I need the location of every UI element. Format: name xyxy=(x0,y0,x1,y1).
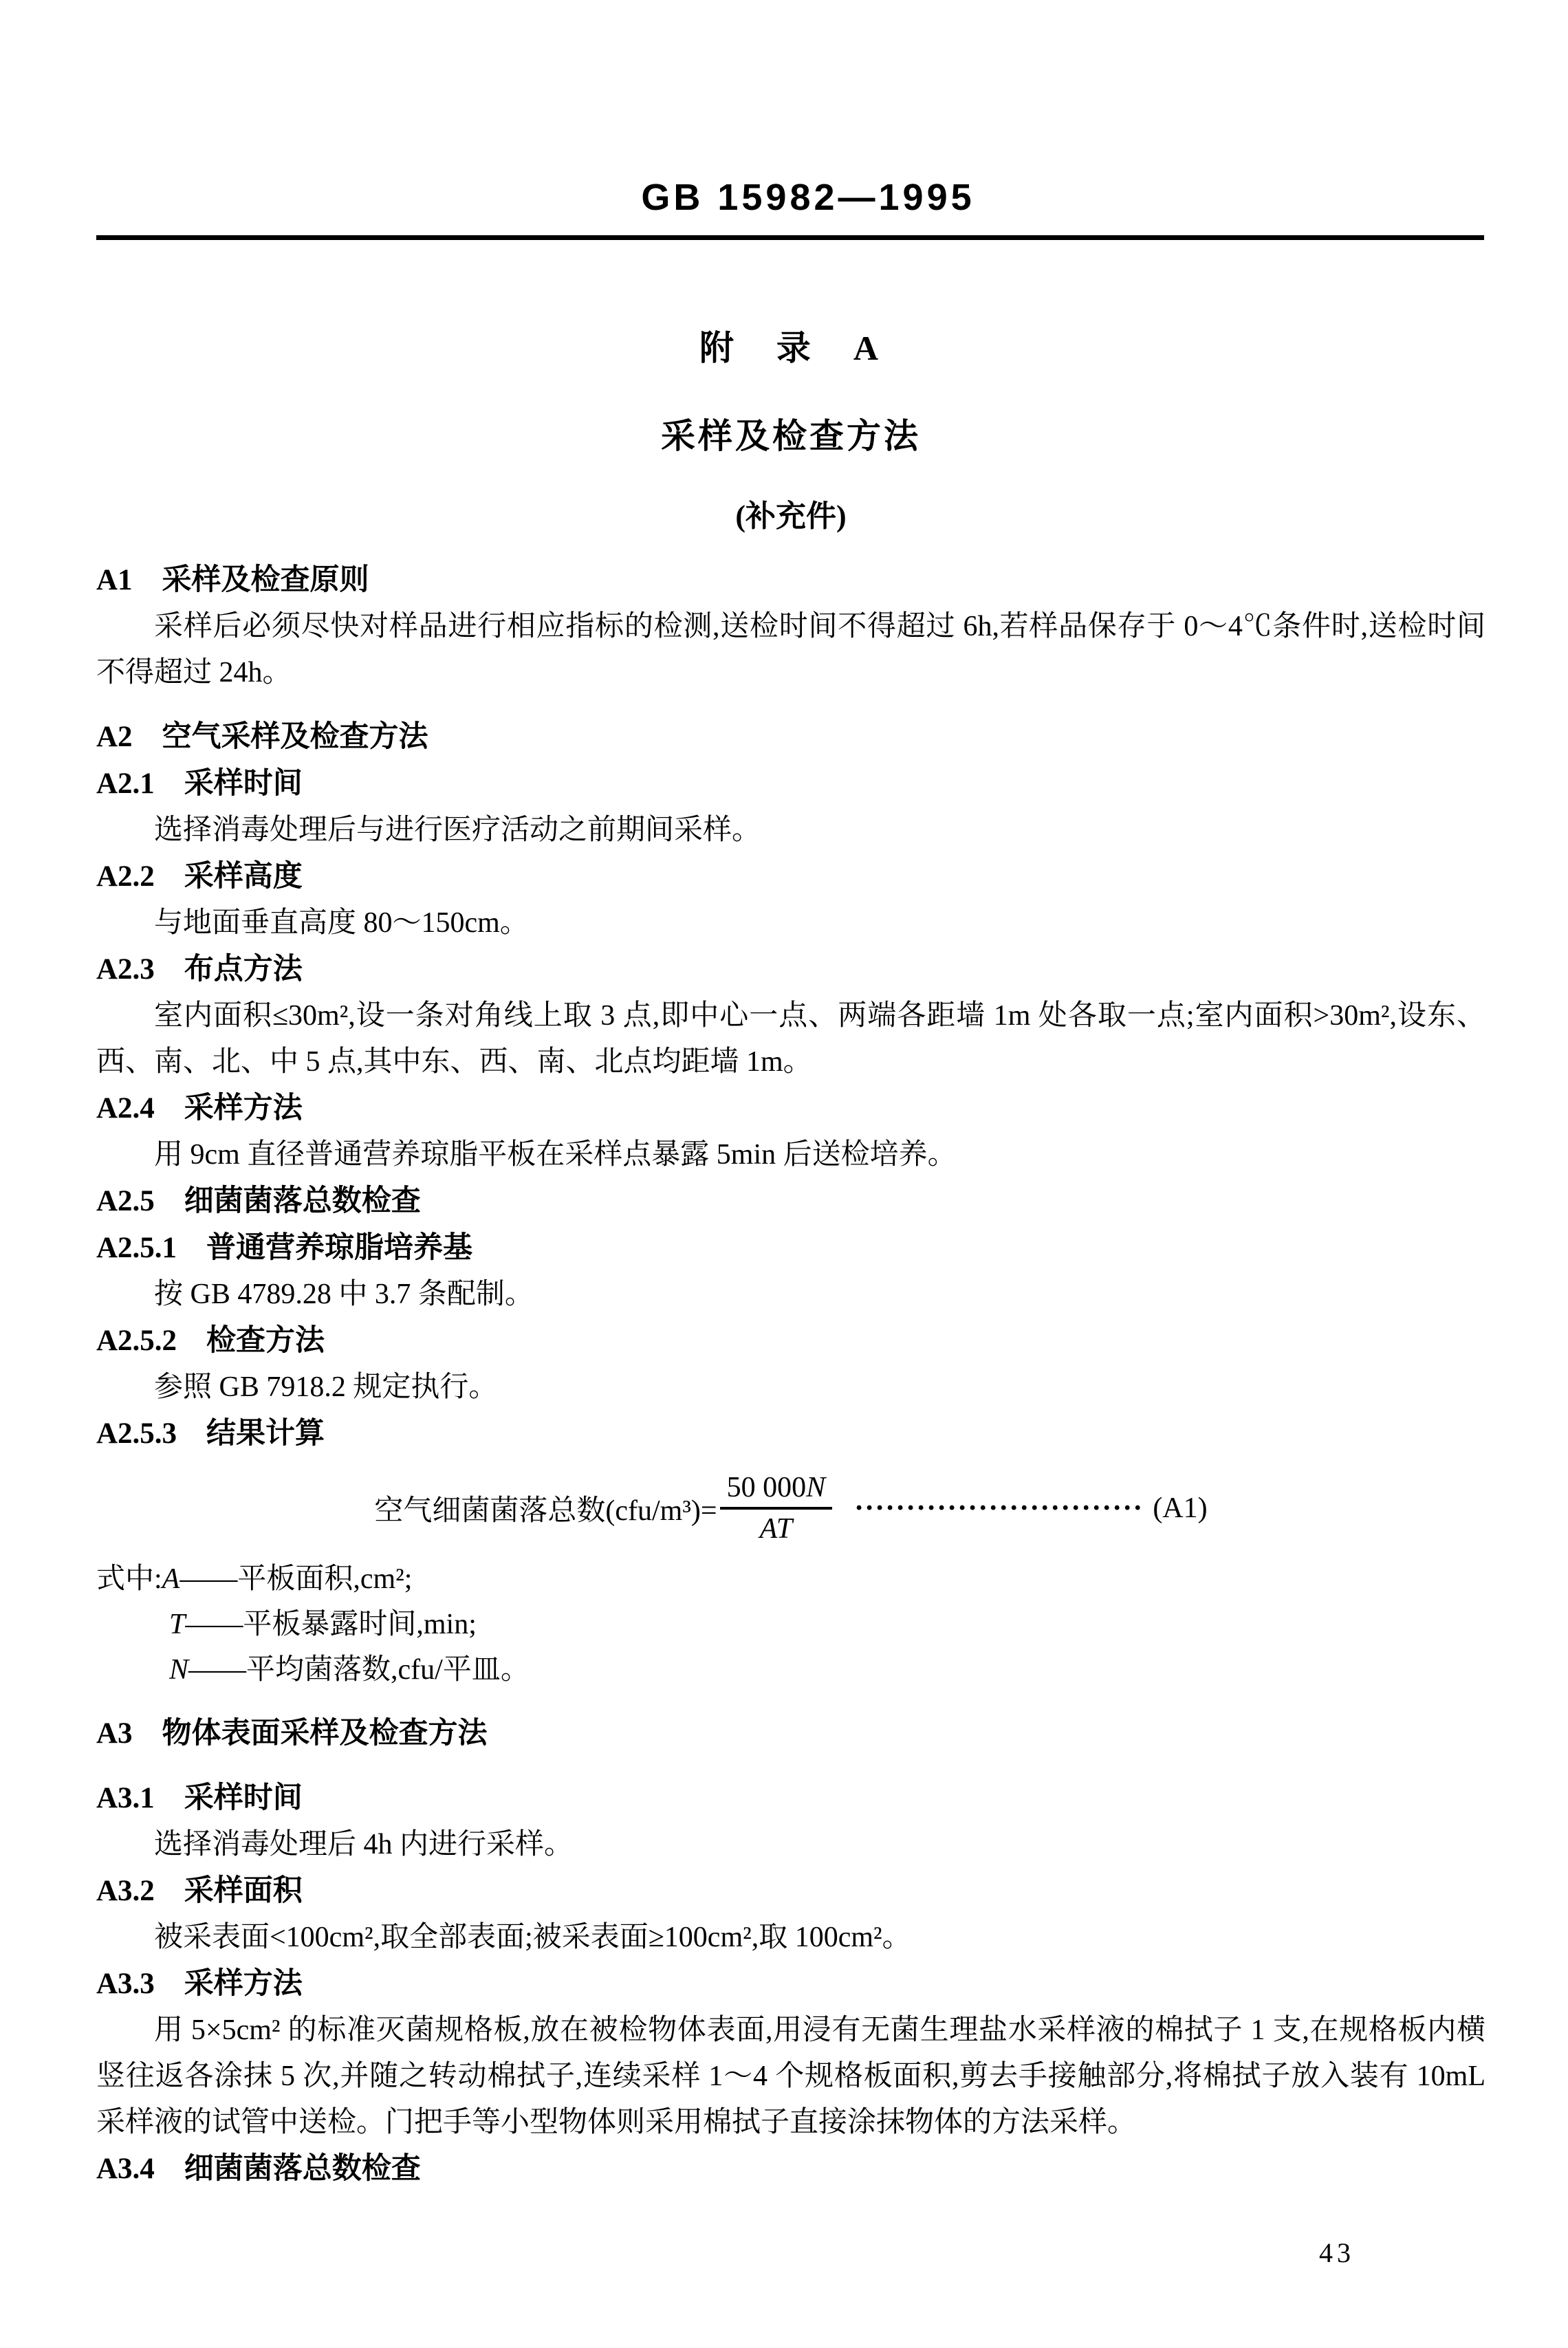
section-a2-5-3-heading: A2.5.3 结果计算 xyxy=(96,1417,325,1450)
section-a2-5-heading: A2.5 细菌菌落总数检查 xyxy=(96,1185,421,1217)
section-a3-2-paragraph: 被采表面<100cm²,取全部表面;被采表面≥100cm²,取 100cm²。 xyxy=(154,1922,911,1953)
formula-fraction xyxy=(720,1470,833,1547)
formula-a1 xyxy=(96,1470,1485,1547)
where-var-a: A xyxy=(162,1563,180,1595)
formula-numerator-variable: N xyxy=(806,1472,826,1503)
where-line-n xyxy=(96,1647,1485,1693)
section-a2-5-1-heading: A2.5.1 普通营养琼脂培养基 xyxy=(96,1232,473,1264)
section-a2-5-2-paragraph: 参照 GB 7918.2 规定执行。 xyxy=(154,1371,498,1403)
section-a2-5-1-paragraph: 按 GB 4789.28 中 3.7 条配制。 xyxy=(154,1279,534,1310)
section-a3-2-heading: A3.2 采样面积 xyxy=(96,1875,303,1907)
section-a3-1-heading: A3.1 采样时间 xyxy=(96,1782,303,1814)
where-desc-n: ——平均菌落数,cfu/平皿。 xyxy=(188,1654,530,1686)
section-a3-4-heading: A3.4 细菌菌落总数检查 xyxy=(96,2153,421,2185)
section-a3-3-heading: A3.3 采样方法 xyxy=(96,1968,303,2000)
section-a3-heading: A3 物体表面采样及检查方法 xyxy=(96,1717,488,1750)
section-a2-2-paragraph: 与地面垂直高度 80～150cm。 xyxy=(154,907,529,939)
formula-numerator-number: 50 000 xyxy=(726,1472,807,1503)
where-desc-a: ——平板面积,cm²; xyxy=(179,1563,413,1595)
section-a2-3-heading: A2.3 布点方法 xyxy=(96,953,303,986)
standard-code: GB 15982—1995 xyxy=(641,177,975,218)
where-line-a xyxy=(96,1556,1485,1602)
formula-label: 空气细菌菌落总数(cfu/m³)= xyxy=(374,1495,717,1527)
section-a2-1-paragraph: 选择消毒处理后与进行医疗活动之前期间采样。 xyxy=(154,814,761,846)
section-a2-4-heading: A2.4 采样方法 xyxy=(96,1092,303,1124)
section-a3-3-paragraph: 用 5×5cm² 的标准灭菌规格板,放在被检物体表面,用浸有无菌生理盐水采样液的棉拭子 1 支,在规格板内横竖往返各涂抹 5 次,并随之转动棉拭子,连续采样 1～4 个规格板面积,剪去手接触部分,将棉拭子放入装有 10mL 采样液的试管中送检。门把手等小型物体则采用棉拭子直接涂抹物体的方法采样。 xyxy=(96,2014,1485,2138)
where-desc-t: ——平板暴露时间,min; xyxy=(185,1609,477,1640)
section-a2-heading: A2 空气采样及检查方法 xyxy=(96,721,428,753)
section-a2-5-2-heading: A2.5.2 检查方法 xyxy=(96,1325,325,1357)
doc-subtitle: 采样及检查方法 xyxy=(661,417,921,455)
supplement-note: (补充件) xyxy=(735,499,847,533)
formula-tag: (A1) xyxy=(1153,1492,1208,1524)
appendix-title: 附 录 A xyxy=(699,329,883,367)
section-a2-2-heading: A2.2 采样高度 xyxy=(96,860,303,893)
where-prefix: 式中: xyxy=(96,1563,162,1595)
where-var-n: N xyxy=(169,1654,189,1686)
where-var-t: T xyxy=(169,1609,186,1640)
section-a2-1-heading: A2.1 采样时间 xyxy=(96,768,303,800)
page-number: 43 xyxy=(1319,2237,1355,2268)
section-a1-heading: A1 采样及检查原则 xyxy=(96,564,369,596)
section-a2-3-paragraph: 室内面积≤30m²,设一条对角线上取 3 点,即中心一点、两端各距墙 1m 处各取一点;室内面积>30m²,设东、西、南、北、中 5 点,其中东、西、南、北点均距墙 1m。 xyxy=(96,1000,1485,1078)
where-line-t xyxy=(96,1602,1485,1647)
section-a3-1-paragraph: 选择消毒处理后 4h 内进行采样。 xyxy=(154,1829,574,1860)
formula-denominator: AT xyxy=(759,1513,793,1545)
header-rule xyxy=(96,235,1484,240)
formula-numerator xyxy=(720,1470,833,1510)
formula-leader-dots: ···························· xyxy=(854,1492,1144,1524)
document-body xyxy=(96,329,1485,2193)
section-a2-4-paragraph: 用 9cm 直径普通营养琼脂平板在采样点暴露 5min 后送检培养。 xyxy=(154,1139,957,1171)
section-a1-paragraph: 采样后必须尽快对样品进行相应指标的检测,送检时间不得超过 6h,若样品保存于 0～4℃条件时,送检时间不得超过 24h。 xyxy=(96,611,1485,688)
